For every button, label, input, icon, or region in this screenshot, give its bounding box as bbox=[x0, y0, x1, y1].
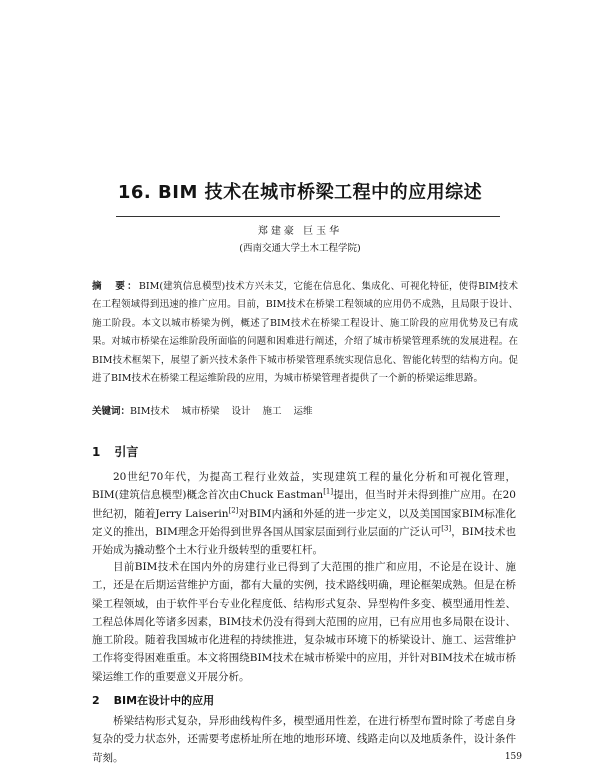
text-run: ，BIM技术也开始成为撬动整个土木行业升级转型的重要杠杆。 bbox=[92, 525, 516, 557]
text-run: 提出，但当时并未得到推广应用。在20世纪初，随着Jerry Laiserin bbox=[92, 489, 516, 520]
keyword: BIM技术 bbox=[130, 406, 170, 417]
abstract-label: 摘 要： bbox=[92, 281, 139, 292]
keywords-label: 关键词： bbox=[92, 406, 131, 417]
section-number: 2 bbox=[92, 694, 100, 707]
body-paragraph: 桥梁结构形式复杂，异形曲线构件多，模型通用性差，在进行桥型布置时除了考虑自身复杂的受力状态外，还需要考虑桥址所在地的地形环境、线路走向以及地质条件，设计条件苛刻。 bbox=[92, 715, 516, 764]
citation-ref: [3] bbox=[441, 524, 452, 533]
section-title: 引言 bbox=[114, 445, 139, 459]
body-paragraph bbox=[92, 468, 516, 559]
abstract-text: BIM(建筑信息模型)技术方兴未艾，它能在信息化、集成化、可视化特征，使得BIM技术在工程领域得到迅速的推广应用。目前，BIM技术在桥梁工程领域的应用仍不成熟，且局限于设计、施工阶段。本文以城市桥梁为例，概述了BIM技术在桥梁工程设计、施工阶段的应用优势及已有成果。对城市桥梁在运维阶段所面临的问题和困难进行阐述，介绍了城市桥梁管理系统的发展进程。在BIM技术框架下，展望了新兴技术条件下城市桥梁管理系统实现信息化、智能化转型的结构方向。促进了BIM技术在桥梁工程运维阶段的应用，为城市桥梁管理者提供了一个新的桥梁运维思路。 bbox=[92, 281, 518, 385]
citation-ref: [2] bbox=[228, 506, 239, 515]
paper-title: 16. BIM 技术在城市桥梁工程中的应用综述 bbox=[117, 182, 483, 203]
keyword: 运维 bbox=[293, 406, 313, 417]
citation-ref: [1] bbox=[323, 487, 334, 496]
text-run: 20世纪70年代，为提高工程行业效益，实现建筑工程的量化分析和可视化管理，BIM(建筑信息模型)概念首次由Chuck Eastman bbox=[92, 471, 516, 502]
section-heading-2 bbox=[92, 692, 214, 708]
title-underline bbox=[116, 216, 500, 217]
section-title: BIM在设计中的应用 bbox=[113, 694, 215, 707]
body-paragraph: 目前BIM技术在国内外的房建行业已得到了大范围的推广和应用，不论是在设计、施工，还是在后期运营维护方面，都有大量的实例，技术路线明确，理论框架成熟。但是在桥梁工程领域，由于软件平台专业化程度低、结构形式复杂、异型构件多变、模型通用性差、工程总体周化等诸多因素，BIM技术仍没有得到大范围的应用，已有应用也多局限在设计、施工阶段。随着我国城市化进程的持续推进，复杂城市环境下的桥梁设计、施工、运营维护工作将变得困难重重。本文将围绕BIM技术在城市桥梁中的应用，并针对BIM技术在城市桥梁运维工作的重要意义开展分析。 bbox=[92, 561, 516, 683]
section-number: 1 bbox=[92, 445, 101, 459]
keywords bbox=[92, 403, 518, 417]
abstract bbox=[92, 278, 518, 388]
keyword: 城市桥梁 bbox=[181, 406, 220, 417]
authors: 郑建豪 巨玉华 bbox=[257, 226, 343, 237]
keyword: 设计 bbox=[231, 406, 251, 417]
section-heading-1 bbox=[92, 443, 138, 460]
keyword: 施工 bbox=[262, 406, 282, 417]
text-run: 对BIM内涵和外延的进一步定义，以及美国国家BIM标准化定义的推出，BIM理念开始得到世界各国从国家层面到行业层面的广泛认可 bbox=[92, 507, 516, 538]
page-number: 159 bbox=[504, 752, 522, 762]
affiliation: (西南交通大学土木工程学院) bbox=[239, 243, 361, 254]
